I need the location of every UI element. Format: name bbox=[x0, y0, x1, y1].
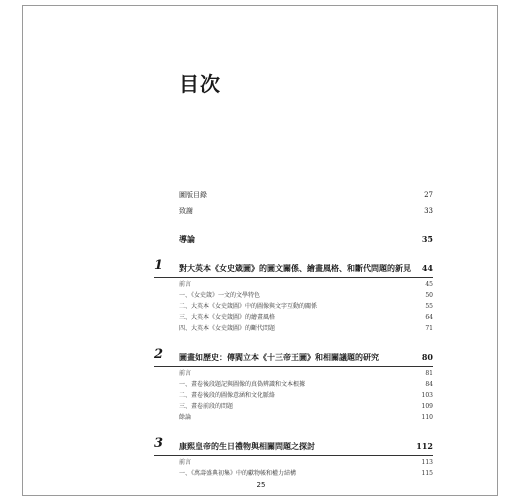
chapter-number: 2 bbox=[154, 347, 164, 362]
section-page: 55 bbox=[425, 303, 433, 310]
toc-entry-label: 圖版目錄 bbox=[179, 191, 207, 199]
toc-entry-page: 27 bbox=[424, 191, 433, 199]
toc-section[interactable] bbox=[179, 379, 433, 390]
section-page: 115 bbox=[421, 470, 433, 477]
section-label: 三、畫卷前段的問題 bbox=[179, 403, 234, 410]
section-label: 四、大英本《女史箴圖》的斷代問題 bbox=[179, 325, 276, 332]
section-page: 81 bbox=[425, 370, 433, 377]
section-label: 前言 bbox=[179, 370, 192, 377]
section-label: 二、大英本《女史箴圖》中的圖像與文字互動的關係 bbox=[179, 303, 318, 310]
section-label: 一、《萬壽盛典初集》中的獻物帳和權力結構 bbox=[179, 470, 297, 477]
chapter-page: 80 bbox=[421, 352, 433, 362]
toc-section[interactable] bbox=[179, 390, 433, 401]
page-title: 目次 bbox=[179, 72, 221, 96]
section-page: 64 bbox=[425, 314, 433, 321]
toc-entry-acknowledgements[interactable] bbox=[179, 205, 433, 217]
section-page: 50 bbox=[425, 292, 433, 299]
section-label: 一、《女史箴》一文的文學特色 bbox=[179, 292, 261, 299]
toc-section[interactable] bbox=[179, 412, 433, 423]
toc-entry-page: 35 bbox=[421, 234, 433, 244]
toc-section[interactable] bbox=[179, 468, 433, 479]
toc-section[interactable] bbox=[179, 368, 433, 379]
toc-section[interactable] bbox=[179, 290, 433, 301]
chapter-number: 3 bbox=[154, 436, 164, 451]
section-page: 84 bbox=[425, 381, 433, 388]
toc-entry-label: 致謝 bbox=[179, 207, 193, 215]
toc-chapter-2[interactable] bbox=[154, 349, 433, 365]
chapter-divider bbox=[154, 366, 433, 367]
book-page bbox=[22, 5, 498, 496]
toc-section[interactable] bbox=[179, 457, 433, 468]
toc-section[interactable] bbox=[179, 323, 433, 334]
toc-section[interactable] bbox=[179, 312, 433, 323]
chapter-divider bbox=[154, 455, 433, 456]
chapter-divider bbox=[154, 277, 433, 278]
toc-chapter-3[interactable] bbox=[154, 438, 433, 454]
section-label: 前言 bbox=[179, 281, 192, 288]
section-label: 二、畫卷後段的圖像意涵和文化脈絡 bbox=[179, 392, 276, 399]
chapter-number: 1 bbox=[154, 258, 164, 273]
chapter-title: 對大英本《女史箴圖》的圖文關係、繪畫風格、和斷代問題的新見 bbox=[179, 263, 411, 273]
section-page: 109 bbox=[421, 403, 433, 410]
page-number: 25 bbox=[256, 481, 266, 489]
section-page: 113 bbox=[421, 459, 433, 466]
toc-entry-label: 導論 bbox=[179, 234, 195, 244]
section-label: 餘論 bbox=[179, 414, 192, 421]
section-page: 110 bbox=[421, 414, 433, 421]
chapter-page: 44 bbox=[421, 263, 433, 273]
section-page: 103 bbox=[421, 392, 433, 399]
section-label: 前言 bbox=[179, 459, 192, 466]
section-page: 71 bbox=[425, 325, 433, 332]
section-page: 45 bbox=[425, 281, 433, 288]
toc-chapter-1[interactable] bbox=[154, 260, 433, 276]
toc-section[interactable] bbox=[179, 279, 433, 290]
toc-entry-introduction[interactable] bbox=[179, 233, 433, 245]
chapter-page: 112 bbox=[416, 441, 433, 451]
chapter-title: 圖畫如歷史：傳閻立本《十三帝王圖》和相關議題的研究 bbox=[179, 352, 379, 362]
toc-entry-page: 33 bbox=[424, 207, 433, 215]
chapter-title: 康熙皇帝的生日禮物與相關問題之探討 bbox=[179, 441, 315, 451]
section-label: 三、大英本《女史箴圖》的繪畫風格 bbox=[179, 314, 276, 321]
toc-entry-plates[interactable] bbox=[179, 189, 433, 201]
toc-section[interactable] bbox=[179, 301, 433, 312]
toc-section[interactable] bbox=[179, 401, 433, 412]
section-label: 一、畫卷後段題記與圖像的真偽辨識和文本根據 bbox=[179, 381, 306, 388]
